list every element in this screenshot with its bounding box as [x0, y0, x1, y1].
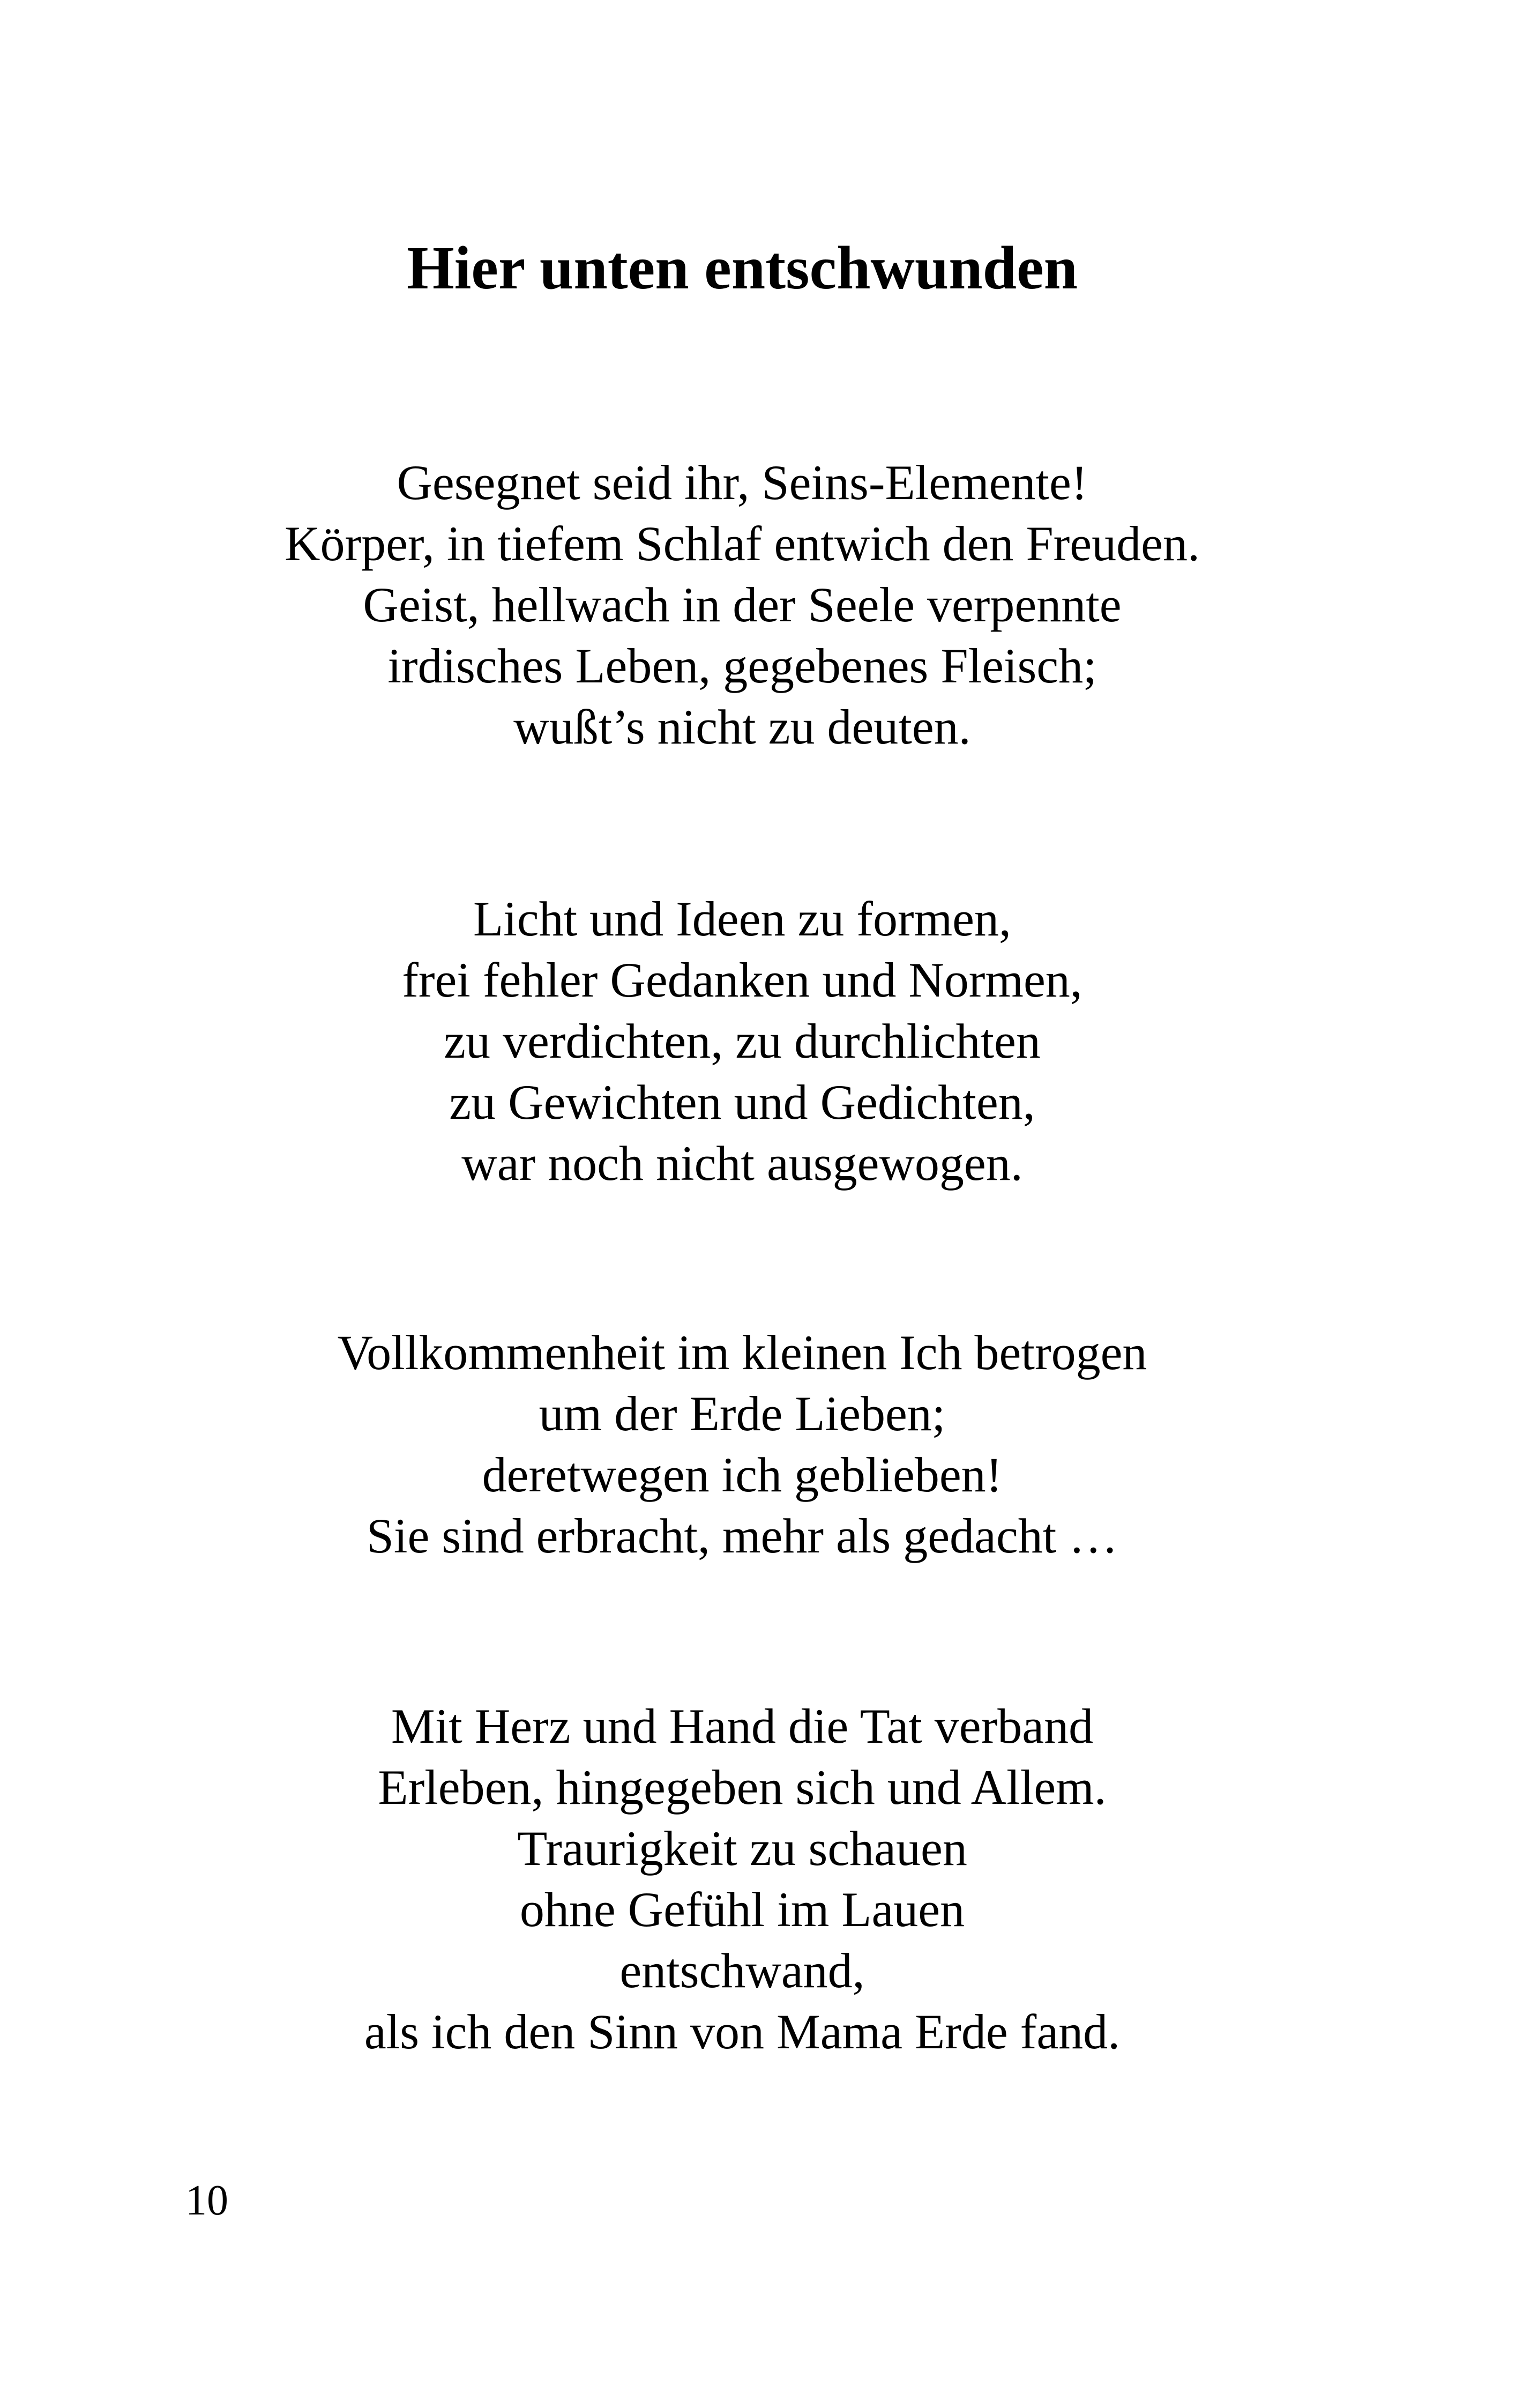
poem-line: irdisches Leben, gegebenes Fleisch; — [387, 638, 1097, 693]
poem-line: Geist, hellwach in der Seele verpennte — [363, 577, 1122, 632]
poem-line: zu verdichten, zu durchlichten — [444, 1014, 1041, 1068]
poem-line: entschwand, — [619, 1943, 865, 1998]
poem-line: Körper, in tiefem Schlaf entwich den Freuden. — [285, 516, 1200, 571]
poem-line: war noch nicht ausgewogen. — [461, 1136, 1023, 1191]
stanza — [0, 1696, 1484, 2062]
poem-line: Mit Herz und Hand die Tat verband — [391, 1699, 1094, 1753]
poem-line: ohne Gefühl im Lauen — [519, 1882, 965, 1937]
poem-line: frei fehler Gedanken und Normen, — [402, 953, 1082, 1007]
poem-line: Licht und Ideen zu formen, — [473, 891, 1011, 946]
stanza — [0, 1322, 1484, 1566]
poem-line: zu Gewichten und Gedichten, — [449, 1075, 1035, 1129]
stanza — [0, 452, 1484, 757]
poem-line: Erleben, hingegeben sich und Allem. — [378, 1760, 1107, 1815]
page-number: 10 — [185, 2177, 228, 2224]
poem-line: um der Erde Lieben; — [539, 1386, 946, 1441]
stanza — [0, 888, 1484, 1194]
poem-line: Sie sind erbracht, mehr als gedacht … — [366, 1508, 1118, 1563]
poem-line: als ich den Sinn von Mama Erde fand. — [364, 2004, 1121, 2059]
poem-line: Gesegnet seid ihr, Seins-Elemente! — [397, 455, 1088, 510]
poem-line: Traurigkeit zu schauen — [517, 1821, 967, 1876]
poem-line: deretwegen ich geblieben! — [482, 1447, 1003, 1502]
poem-title: Hier unten entschwunden — [406, 234, 1078, 302]
poem-line: wußt’s nicht zu deuten. — [513, 700, 971, 754]
poem-line: Vollkommenheit im kleinen Ich betrogen — [337, 1325, 1147, 1380]
